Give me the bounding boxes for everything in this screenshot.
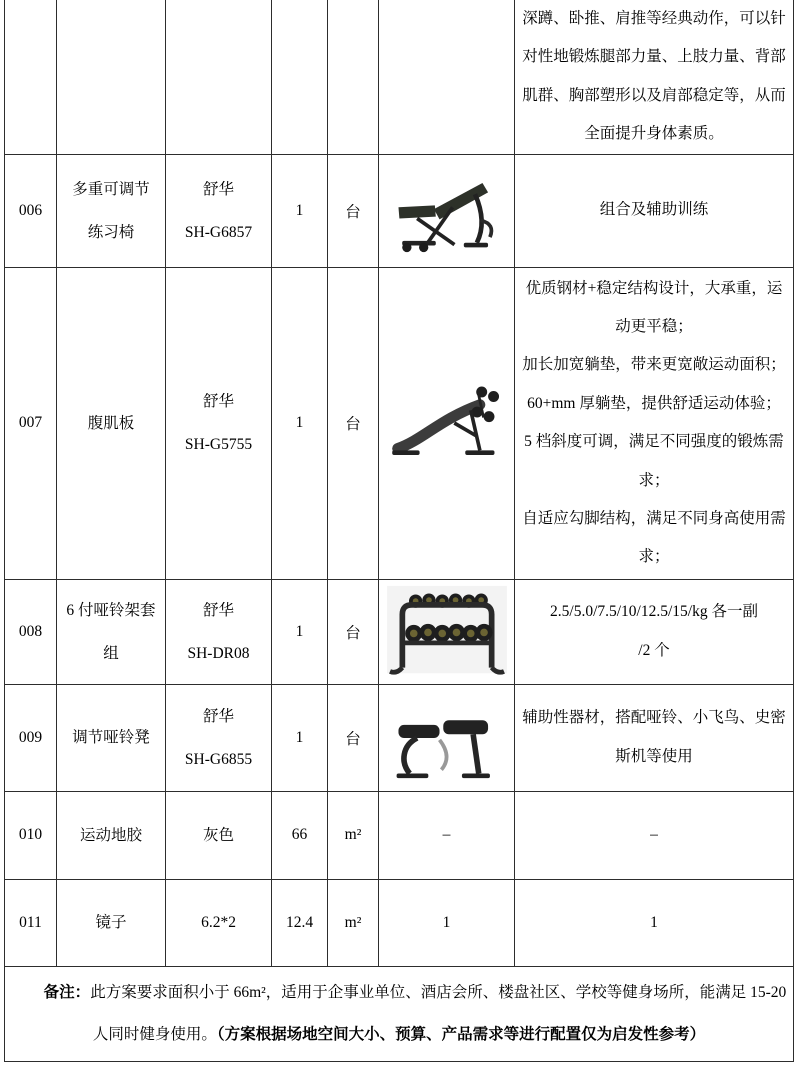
remark-line-1 [5, 972, 793, 1014]
remark-text-bold: （方案根据场地空间大小、预算、产品需求等进行配置仅为启发性参考） [216, 1025, 706, 1043]
product-photo-cell [379, 579, 515, 684]
product-photo-cell [379, 267, 515, 579]
brand-model-cell: 灰色 [166, 791, 272, 879]
item-number-cell: 006 [5, 154, 57, 267]
cell-empty [5, 0, 57, 154]
product-photo-cell [379, 154, 515, 267]
quantity-cell: 1 [272, 267, 328, 579]
cell-empty [166, 0, 272, 154]
brand-model-cell: 舒华 SH-G6857 [166, 154, 272, 267]
product-photo-cell: 1 [379, 879, 515, 966]
unit-cell: m² [328, 879, 379, 966]
item-number-cell: 009 [5, 684, 57, 791]
quantity-cell: 1 [272, 579, 328, 684]
product-photo-cell: – [379, 791, 515, 879]
table-row-note [5, 966, 794, 1061]
table-row-007 [5, 267, 794, 579]
unit-cell: 台 [328, 684, 379, 791]
cell-empty [272, 0, 328, 154]
item-number-cell: 008 [5, 579, 57, 684]
brand-model-cell: 舒华 SH-DR08 [166, 579, 272, 684]
remark-text-2: 人同时健身使用。 [92, 1025, 217, 1043]
equipment-spec-table [4, 0, 794, 1062]
adjustable-dumbbell-bench-photo [391, 695, 503, 781]
table-row-010 [5, 791, 794, 879]
item-name-cell: 调节哑铃凳 [57, 684, 166, 791]
abdominal-board-photo [390, 381, 504, 465]
item-name-cell: 多重可调节 练习椅 [57, 154, 166, 267]
table-row-006 [5, 154, 794, 267]
unit-cell: 台 [328, 267, 379, 579]
item-name-cell: 镜子 [57, 879, 166, 966]
remark-cell [5, 966, 794, 1061]
remark-text-1: 此方案要求面积小于 66m²，适用于企事业单位、酒店会所、楼盘社区、学校等健身场所，能满足 15-20 [90, 983, 787, 1001]
item-name-cell: 腹肌板 [57, 267, 166, 579]
description-cell: 1 [515, 879, 794, 966]
item-name-cell: 运动地胶 [57, 791, 166, 879]
description-cell: – [515, 791, 794, 879]
remark-line-2 [5, 1014, 793, 1056]
description-cell: 组合及辅助训练 [515, 154, 794, 267]
cell-empty [379, 0, 515, 154]
description-cell: 2.5/5.0/7.5/10/12.5/15/kg 各一副 /2 个 [515, 579, 794, 684]
quantity-cell: 1 [272, 684, 328, 791]
unit-cell: m² [328, 791, 379, 879]
product-photo-cell [379, 684, 515, 791]
unit-cell: 台 [328, 579, 379, 684]
description-cell: 辅助性器材，搭配哑铃、小飞鸟、史密 斯机等使用 [515, 684, 794, 791]
cell-empty [328, 0, 379, 154]
brand-model-cell: 舒华 SH-G6855 [166, 684, 272, 791]
item-number-cell: 011 [5, 879, 57, 966]
brand-model-cell: 舒华 SH-G5755 [166, 267, 272, 579]
dumbbell-rack-set-photo [385, 584, 509, 679]
cell-empty [57, 0, 166, 154]
quantity-cell: 1 [272, 154, 328, 267]
description-cell: 优质钢材+稳定结构设计，大承重，运 动更平稳； 加长加宽躺垫，带来更宽敞运动面积； 60+mm 厚躺垫，提供舒适运动体验； 5 档斜度可调，满足不同强度的锻炼需 求； 自适应勾脚结构，满足不同身高使用需 求； [515, 267, 794, 579]
item-number-cell: 010 [5, 791, 57, 879]
table-row-008 [5, 579, 794, 684]
unit-cell: 台 [328, 154, 379, 267]
item-name-cell: 6 付哑铃架套 组 [57, 579, 166, 684]
quantity-cell: 12.4 [272, 879, 328, 966]
table-row-011 [5, 879, 794, 966]
brand-model-cell: 6.2*2 [166, 879, 272, 966]
item-number-cell: 007 [5, 267, 57, 579]
quantity-cell: 66 [272, 791, 328, 879]
adjustable-training-bench-photo [391, 166, 503, 256]
table-row-009 [5, 684, 794, 791]
table-row-carryover [5, 0, 794, 154]
description-cell: 深蹲、卧推、肩推等经典动作，可以针 对性地锻炼腿部力量、上肢力量、背部 肌群、胸部塑形以及肩部稳定等，从而 全面提升身体素质。 [515, 0, 794, 154]
remark-label: 备注： [43, 983, 91, 1001]
